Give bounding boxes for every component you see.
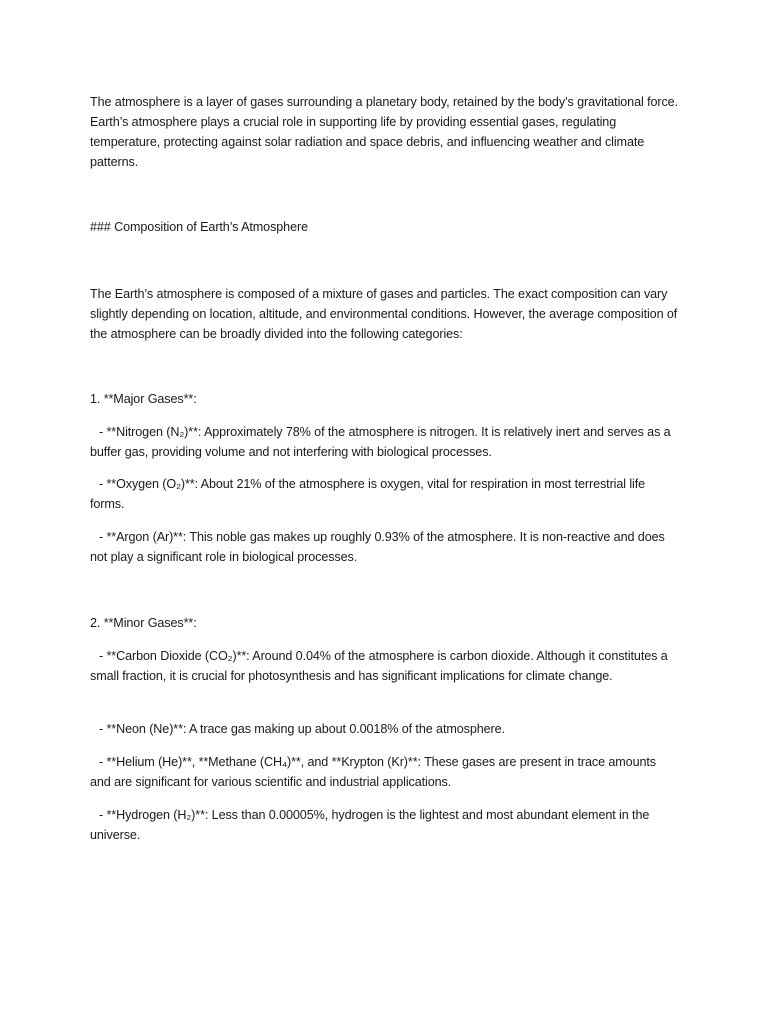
list-item-nitrogen: - **Nitrogen (N₂)**: Approximately 78% of the atmosphere is nitrogen. It is relatively inert and serves as a buffer gas, providing volume and not interfering with biological processes.	[90, 425, 671, 459]
list-item-carbon-dioxide: - **Carbon Dioxide (CO₂)**: Around 0.04% of the atmosphere is carbon dioxide. Although it constitutes a small fraction, it is crucial for photosynthesis and has significant implications for climate change.	[90, 649, 668, 683]
list-item-argon: - **Argon (Ar)**: This noble gas makes up roughly 0.93% of the atmosphere. It is non-reactive and does not play a significant role in biological processes.	[90, 530, 665, 564]
list-item-hydrogen: - **Hydrogen (H₂)**: Less than 0.00005%, hydrogen is the lightest and most abundant element in the universe.	[90, 808, 650, 842]
list-item-helium-methane-krypton: - **Helium (He)**, **Methane (CH₄)**, and **Krypton (Kr)**: These gases are present in trace amounts and are significant for various scientific and industrial applications.	[90, 755, 656, 789]
list-item-neon: - **Neon (Ne)**: A trace gas making up about 0.0018% of the atmosphere.	[99, 722, 505, 736]
major-gases-heading: 1. **Major Gases**:	[90, 392, 197, 406]
intro-paragraph: The atmosphere is a layer of gases surrounding a planetary body, retained by the body’s gravitational force. Earth’s atmosphere plays a crucial role in supporting life by providing essential gases, regulating temperature, protecting against solar radiation and space debris, and influencing weather and climate patterns.	[90, 95, 678, 169]
minor-gases-heading: 2. **Minor Gases**:	[90, 616, 197, 630]
section-heading: ### Composition of Earth’s Atmosphere	[90, 220, 308, 234]
composition-paragraph: The Earth’s atmosphere is composed of a mixture of gases and particles. The exact composition can vary slightly depending on location, altitude, and environmental conditions. However, the average composition of the atmosphere can be broadly divided into the following categories:	[90, 287, 678, 341]
list-item-oxygen: - **Oxygen (O₂)**: About 21% of the atmosphere is oxygen, vital for respiration in most terrestrial life forms.	[90, 477, 646, 511]
